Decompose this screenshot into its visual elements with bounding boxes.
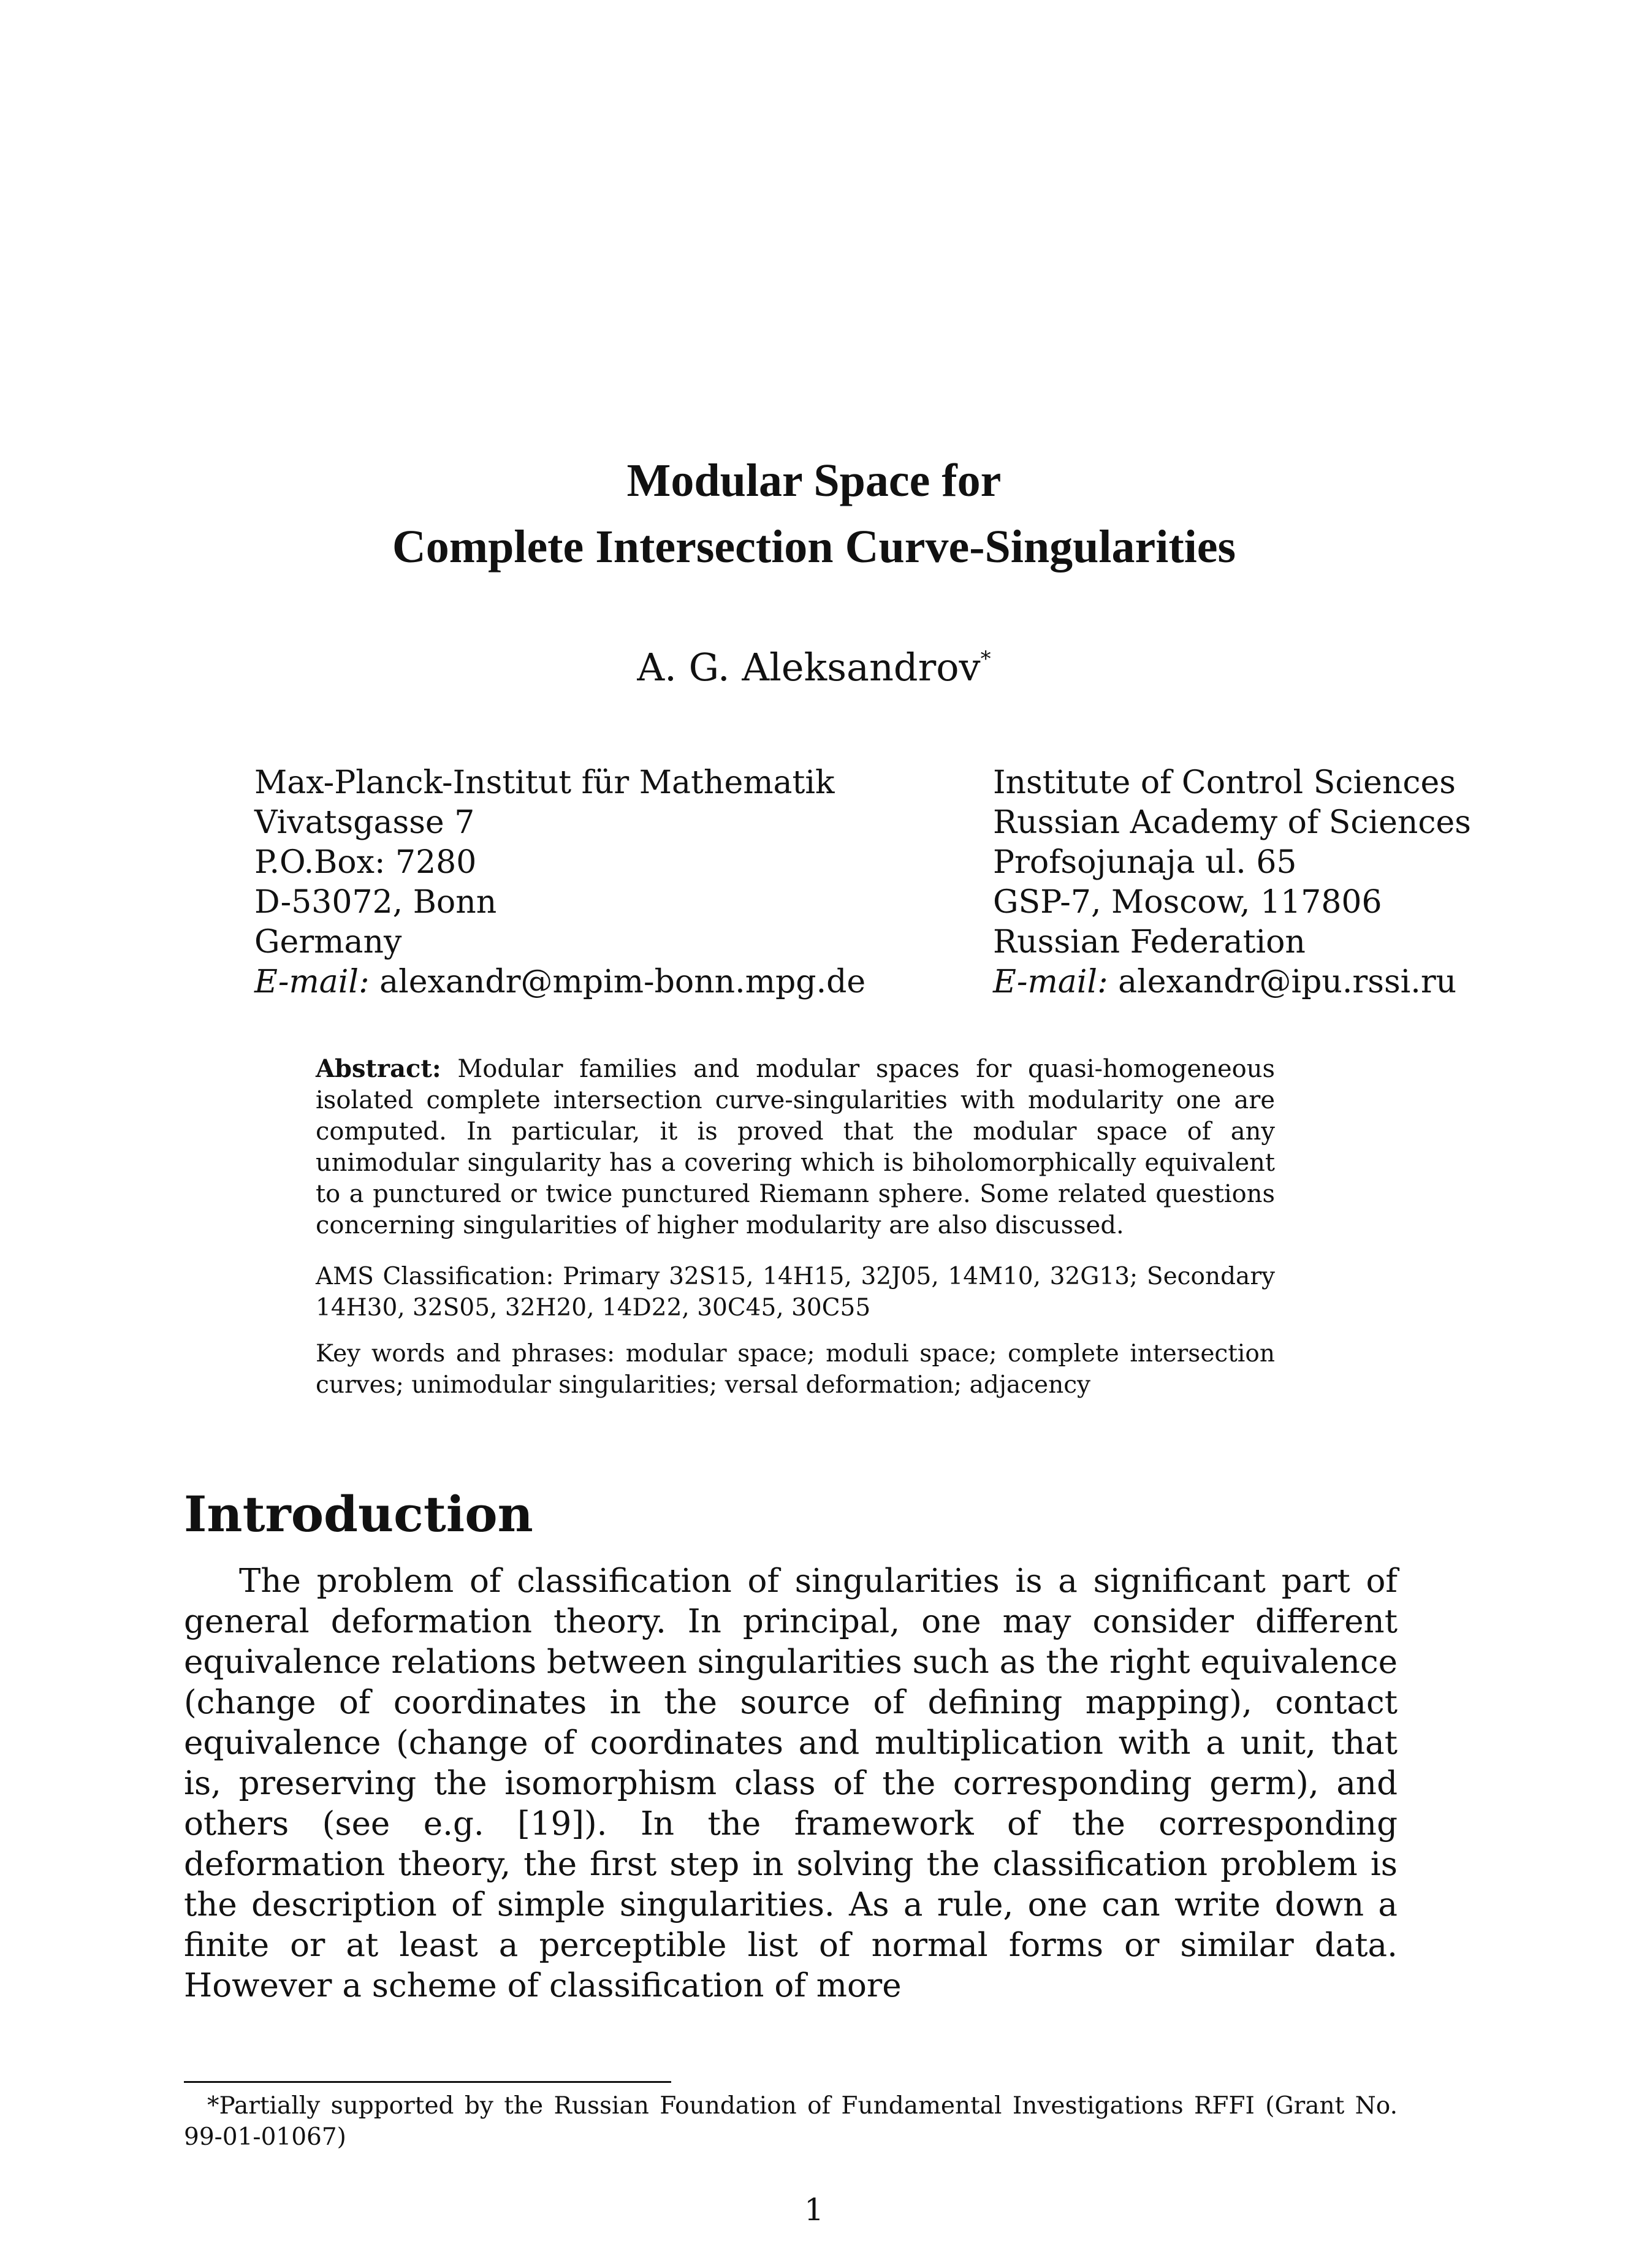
affiliation-left-line: D-53072, Bonn (254, 884, 497, 921)
email-address: alexandr@mpim-bonn.mpg.de (379, 964, 866, 1000)
email-label: E-mail: (993, 964, 1108, 1000)
affiliation-right-line: Profsojunaja ul. 65 (993, 844, 1297, 881)
paper-title (0, 447, 1628, 580)
footnote-rule (184, 2081, 671, 2083)
intro-paragraph: The problem of classification of singularities is a significant part of general deformation theory. In principal, one may consider different equivalence relations between singularities such as the right equivalence (change of coordinates in the source of defining mapping), contact equivalence (change of coordinates and multiplication with a unit, that is, preserving the isomorphism class of the corresponding germ), and others (see e.g. [19]). In the framework of the corresponding deformation theory, the first step in solving the classification problem is the description of simple singularities. As a rule, one can write down a finite or at least a perceptible list of normal forms or similar data. However a scheme of classification of more (184, 1562, 1398, 2004)
footnote: *Partially supported by the Russian Foundation of Fundamental Investigations RFFI (Grant No. 99-01-01067) (184, 2092, 1398, 2151)
abstract (316, 1053, 1275, 1241)
affiliation-left (254, 763, 865, 1002)
affiliation-left-line: Vivatsgasse 7 (254, 804, 475, 841)
affiliation-left-line: P.O.Box: 7280 (254, 844, 477, 881)
page-number: 1 (804, 2192, 824, 2228)
author-name: A. G. Aleksandrov (637, 645, 981, 690)
affiliation-right-line: Russian Academy of Sciences (993, 804, 1471, 841)
keywords: Key words and phrases: modular space; moduli space; complete intersection curves; unimodular singularities; versal deformation; adjacency (316, 1340, 1275, 1399)
title-line-1: Modular Space for (626, 455, 1002, 506)
affiliation-right-email (993, 962, 1471, 1002)
section-title: Introduction (184, 1485, 533, 1543)
email-address: alexandr@ipu.rssi.ru (1118, 964, 1457, 1000)
affiliation-right (993, 763, 1471, 1002)
abstract-label: Abstract: (316, 1054, 441, 1083)
affiliation-right-line: Russian Federation (993, 924, 1306, 961)
title-line-2: Complete Intersection Curve-Singularities (392, 521, 1236, 573)
affiliation-right-line: Institute of Control Sciences (993, 764, 1456, 801)
affiliation-left-line: Germany (254, 924, 402, 961)
abstract-text: Modular families and modular spaces for quasi-homogeneous isolated complete intersection curve-singularities with modularity one are computed. In particular, it is proved that the modular space of any unimodular singularity has a covering which is biholomorphically equivalent to a punctured or twice punctured Riemann sphere. Some related questions concerning singularities of higher modularity are also discussed. (316, 1055, 1275, 1239)
email-label: E-mail: (254, 964, 370, 1000)
affiliation-left-email (254, 962, 865, 1002)
affiliation-left-line: Max-Planck-Institut für Mathematik (254, 764, 835, 801)
author (0, 634, 1628, 692)
affiliation-right-line: GSP-7, Moscow, 117806 (993, 884, 1382, 921)
ams-classification: AMS Classification: Primary 32S15, 14H15, 32J05, 14M10, 32G13; Secondary 14H30, 32S05, 32H20, 14D22, 30C45, 30C55 (316, 1263, 1275, 1322)
author-footnote-mark: * (980, 647, 991, 671)
